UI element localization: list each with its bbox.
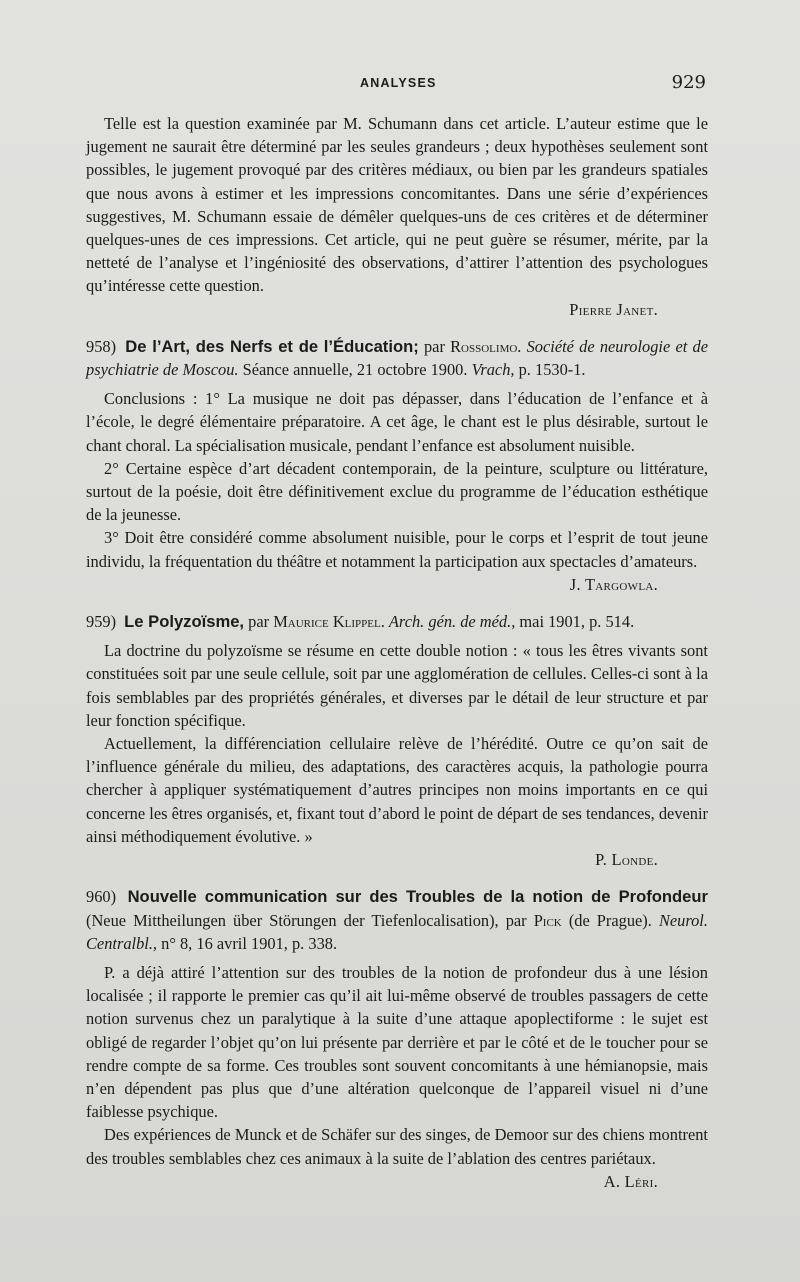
signature: Pierre Janet. [569, 299, 658, 319]
article-number: 959) [86, 612, 117, 632]
article-960-heading [86, 885, 708, 955]
article-author: Maurice Klippel. [273, 612, 385, 632]
article-959-paragraph-1: La doctrine du polyzoïsme se résume en cette double notion : « tous les êtres vivants sont constituées soit par une seule cellule, soit par une agglomération de cellules. Celles-ci sont à la fois semblables par des propriétés générales, et diverses par le détail de leur structure et par leur fonction spécifique. [86, 641, 708, 730]
page-header [86, 72, 706, 100]
article-959 [86, 610, 708, 871]
article-959-heading [86, 610, 708, 633]
article-958-paragraph-1: Conclusions : 1° La musique ne doit pas dépasser, dans l’éducation de l’enfance et à l’école, le degré élémentaire préparatoire. A cet âge, le chant est le plus désirable, surtout le chant choral. La spécialisation musicale, pendant l’enfance est absolument nuisible. [86, 389, 708, 455]
article-960 [86, 885, 708, 1193]
article-place: (de Prague). [568, 910, 652, 930]
article-title: Nouvelle communication sur des Troubles de la notion de Profondeur [127, 887, 708, 907]
signature: J. Targowla. [569, 574, 658, 594]
article-number: 958) [86, 336, 117, 356]
article-by: par [423, 336, 445, 356]
article-960-paragraph-2: Des expériences de Munck et de Schäfer sur des singes, de Demoor sur des chiens montrent des troubles semblables chez ces animaux à la suite de l’ablation des centres pariétaux. [86, 1125, 708, 1168]
article-title: Le Polyzoïsme, [124, 612, 245, 632]
article-pages: p. 514. [589, 612, 635, 632]
article-958-paragraph-2: 2° Certaine espèce d’art décadent contemporain, de la peinture, sculpture ou littérature, surtout de la poésie, doit être définitivement exclue du programme de l’éducation esthétique de la jeunesse. [86, 458, 708, 525]
article-author: Rossolimo. [450, 336, 522, 356]
article-959-signature-line [86, 848, 708, 871]
article-958-heading [86, 335, 708, 381]
article-details: mai 1901, [519, 612, 585, 632]
article-details: n° 8, 16 avril 1901, p. 338. [161, 933, 338, 953]
intro-signature [86, 298, 708, 321]
article-details: Séance annuelle, 21 octobre 1900. [242, 360, 468, 380]
running-title: ANALYSES [360, 76, 437, 90]
intro-section [86, 112, 708, 321]
article-author: Pick [533, 910, 562, 930]
article-pages: p. 1530-1. [518, 360, 586, 380]
article-number: 960) [86, 887, 117, 907]
article-title: De l’Art, des Nerfs et de l’Éducation; [125, 336, 419, 356]
article-source: Arch. gén. de méd., [388, 612, 516, 632]
article-source: Neurol. Centralbl., [86, 910, 708, 953]
article-958-paragraph-3: 3° Doit être considéré comme absolument nuisible, pour le corps et l’esprit de tout jeune individu, la fréquentation du théâtre et notamment la participation aux spectacles d’amateurs. [86, 528, 708, 571]
article-960-paragraph-1: P. a déjà attiré l’attention sur des troubles de la notion de profondeur dus à une lésion localisée ; il rapporte le premier cas qu’il ait lui-même observé de troubles passagers de cette notion survenus chez un paralytique à la suite d’une attaque apoplectiforme : le sujet est obligé de regarder l’objet qu’on lui présente par derrière et par le côté et de le toucher pour se rendre compte de sa forme. Ces troubles sont souvent concomitants à une hémianopsie, mais n’en dépendent pas plus que d’une altération quelconque de l’appareil visuel ni d’une faiblesse psychique. [86, 962, 708, 1122]
article-958-signature-line [86, 573, 708, 596]
article-959-paragraph-2: Actuellement, la différenciation cellulaire relève de l’hérédité. Outre ce qu’on sait de l’influence générale du milieu, des adaptations, des caractères acquis, la pathologie pourra chercher à appliquer systématiquement d’autres principes non moins importants en ce qui concerne les êtres organisés, et, fixant tout d’abord le point de départ de ses tendances, devenir ainsi méthodiquement évolutive. » [86, 734, 708, 846]
article-source: Société de neurologie et de psychiatrie de Moscou. [86, 336, 708, 380]
intro-paragraph: Telle est la question examinée par M. Schumann dans cet article. L’auteur estime que le jugement ne saurait être déterminé par les seules grandeurs ; deux hypothèses seulement sont possibles, le jugement provoqué par des critères médiaux, ou bien par les grandeurs spatiales que nous avons à estimer et les impressions concomitantes. Dans une série d’expériences suggestives, M. Schumann essaie de démêler quelques-uns de ces critères et de déterminer quelques-unes de ces impressions. Cet article, qui ne peut guère se résumer, mérite, par la netteté de l’analyse et l’ingéniosité des observations, d’attirer l’attention des psychologues qu’intéresse cette question. [86, 114, 708, 296]
signature: P. Londe. [595, 850, 658, 870]
signature: A. Léri. [603, 1171, 658, 1191]
article-journal: Vrach, [471, 360, 515, 380]
article-958 [86, 335, 708, 596]
page-number: 929 [671, 72, 706, 93]
article-by: par [248, 612, 270, 632]
article-subtitle: (Neue Mittheilungen über Störungen der Tiefenlocalisation), par [86, 910, 527, 930]
article-960-signature-line [86, 1170, 708, 1193]
page-content [86, 112, 708, 1193]
